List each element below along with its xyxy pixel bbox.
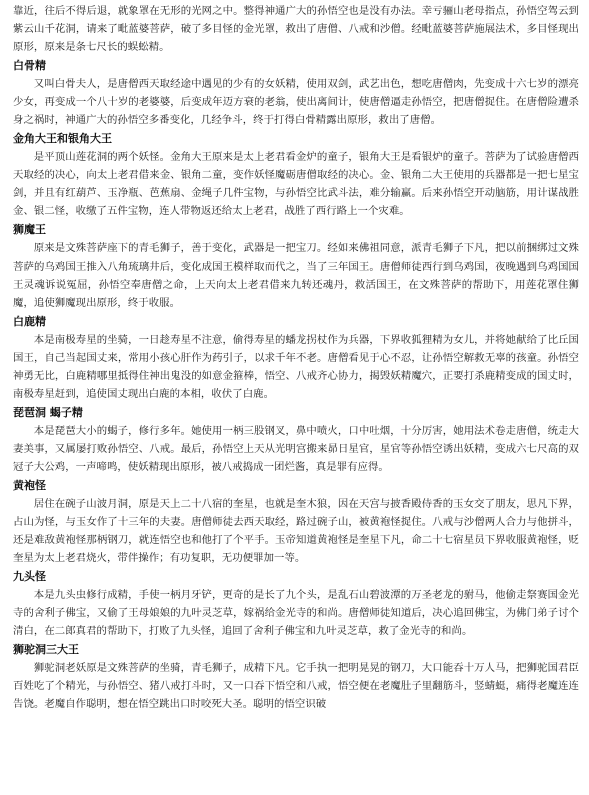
heading-gold-silver-horn-kings: 金角大王和银角大王 [13,132,112,146]
heading-white-bone-demon: 白骨精 [13,59,46,73]
paragraph-multi-eye-monster-ending: 靠近，往后不得后退，就象罩在无形的光网之中。整得神通广大的孙悟空也是没有办法。幸亏骊山老母指点，孙悟空驾云到紫云山千花洞，请来了毗蓝婆菩萨，破了多目怪的金光罩，救出了唐僧、八戒和沙僧。经毗蓝婆菩萨施展法术，多目怪现出原形，原来是条七尺长的蜈蚣精。 [13,5,579,54]
heading-lion-camel-three-kings: 狮驼洞三大王 [13,643,79,657]
paragraph-nine-headed-monster: 本是九头虫修行成精，手使一柄月牙铲，更奇的是长了九个头，是乱石山碧波潭的万圣老龙的驸马，他偷走祭赛国金光寺的舍利子佛宝，又偷了王母娘娘的九叶灵芝草，嫁祸给金光寺的和尚。唐僧师徒知道后，决心追回佛宝，为佛门弟子讨个清白，在二郎真君的帮助下，打败了九头怪，追回了舍利子佛宝和九叶灵芝草，救了金光寺的和尚。 [13,589,579,638]
heading-yellow-robe-monster: 黄袍怪 [13,478,46,492]
paragraph-lion-camel-three-kings: 狮驼洞老妖原是文殊菩萨的坐骑，青毛狮子，成精下凡。它手执一把明晃晃的钢刀，大口能吞十万人马，把狮驼国君臣百姓吃了个精光，与孙悟空、猪八戒打斗时，又一口吞下悟空和八戒，悟空便在老魔肚子里翻筋斗，竖蜻蜓，痛得老魔连连告饶。老魔自作聪明，想在悟空跳出口时咬死大圣。聪明的悟空识破 [13,662,579,711]
heading-scorpion-spirit: 琵琶洞 蝎子精 [13,405,83,419]
paragraph-yellow-robe-monster: 居住在碗子山波月洞，原是天上二十八宿的奎星，也就是奎木狼，因在天宫与披香殿侍香的玉女交了朋友，思凡下界，占山为怪，与玉女作了十三年的夫妻。唐僧师徒去西天取经，路过碗子山，被黄袍怪捉住。八戒与沙僧两人合力与他拼斗，还是难敌黄袍怪那柄钢刀，就连悟空也和他打了个平手。玉帝知道黄袍怪是奎星下凡，命二十七宿星员下界收服黄袍怪，贬奎星为太上老君烧火，带伴操作；有功复职，无功便罪加一等。 [13,497,579,565]
heading-nine-headed-monster: 九头怪 [13,570,46,584]
paragraph-white-bone-demon: 又叫白骨夫人，是唐僧西天取经途中遇见的少有的女妖精，使用双剑，武艺出色，想吃唐僧肉，先变成十六七岁的漂亮少女，再变成一个八十岁的老婆婆，后变成年迈方衰的老翁，使出离间计，使唐僧逼走孙悟空，把唐僧捉住。在唐僧险遭杀身之祸时，神通广大的孙悟空多番变化，几经争斗，终于打得白骨精露出原形，救出了唐僧。 [13,78,579,127]
paragraph-white-deer-spirit: 本是南极寿星的坐骑，一日趁寿星不注意，偷得寿星的蟠龙拐杖作为兵器，下界收狐狸精为女儿，并将她献给了比丘国国王，自己当起国丈来，常用小孩心肝作为药引子，以求千年不老。唐僧看见于心不忍，让孙悟空解救无辜的孩童。孙悟空神勇无比，白鹿精哪里抵得住神出鬼没的如意金箍棒，悟空、八戒齐心协力，揭毁妖精魔穴，正要打杀鹿精变成的国丈时，南极寿星赶到，追使国丈现出白鹿的本相，收伏了白鹿。 [13,333,579,400]
paragraph-gold-silver-horn-kings: 是平顶山莲花洞的两个妖怪。金角大王原来是太上老君看金炉的童子，银角大王是看银炉的童子。菩萨为了试验唐僧西天取经的决心，向太上老君借来金、银角二童，变作妖怪魔砺唐僧取经的决心。金、银角二大王使用的兵器都是一把七星宝剑，并且有红葫芦、玉净瓶、芭蕉扇、金绳子几件宝物，与孙悟空比武斗法，难分输赢。后来孙悟空开动脑筋，用计谋战胜金、银二怪，收缴了五件宝物，连人带物返还给太上老君，战胜了西行路上一个灾难。 [13,151,579,218]
heading-white-deer-spirit: 白鹿精 [13,314,46,328]
paragraph-lion-demon-king: 原来是文殊菩萨座下的青毛狮子，善于变化，武器是一把宝刀。经如来佛祖同意，派青毛狮子下凡，把以前捆绑过文殊菩萨的乌鸡国王推入八角琉璃井后，变化成国王模样取而代之，当了三年国王。唐僧师徒西行到乌鸡国，夜晚遇到乌鸡国国王灵魂诉说冤屈，孙悟空奉唐僧之命，上天向太上老君借来九转还魂丹，救活国王，在文殊菩萨的帮助下，用莲花罩住狮魔，追使狮魔现出原形，终于收服。 [13,242,579,309]
paragraph-scorpion-spirit: 本是琵琶大小的蝎子，修行多年。她使用一柄三股钢叉，鼻中喷火，口中吐烟，十分厉害，她用法术卷走唐僧，统走大妻美事，又属屡打败孙悟空、八戒。最后，孙悟空上天从光明宫搬来昴日星官，星官等孙悟空诱出妖精，变成六七尺高的双冠子大公鸡，一声啼鸣，使妖精现出原形，被八戒捣成一团烂酱，真是罪有应得。 [13,424,579,473]
heading-lion-demon-king: 狮魔王 [13,223,46,237]
